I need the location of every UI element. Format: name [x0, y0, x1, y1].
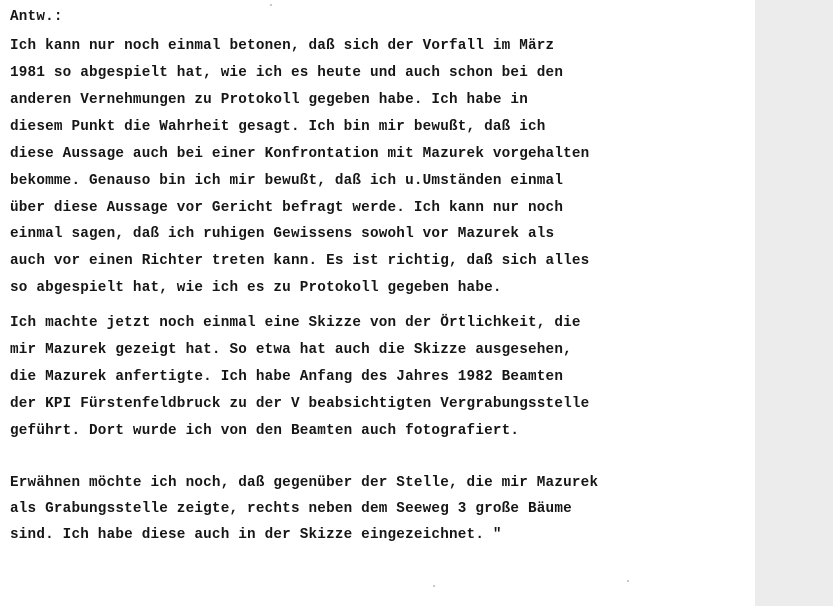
text-line-6: bekomme. Genauso bin ich mir bewußt, daß ich u.Umständen einmal: [10, 173, 564, 189]
text-line-12: mir Mazurek gezeigt hat. So etwa hat auch die Skizze ausgesehen,: [10, 342, 572, 358]
text-line-9: auch vor einen Richter treten kann. Es ist richtig, daß sich alles: [10, 253, 590, 269]
text-line-16: Erwähnen möchte ich noch, daß gegenüber der Stelle, die mir Mazurek: [10, 475, 599, 491]
paper-speck: [627, 580, 629, 582]
text-line-5: diese Aussage auch bei einer Konfrontation mit Mazurek vorgehalten: [10, 146, 590, 162]
text-line-17: als Grabungsstelle zeigte, rechts neben dem Seeweg 3 große Bäume: [10, 501, 572, 517]
paper-speck: [270, 4, 272, 6]
text-line-18: sind. Ich habe diese auch in der Skizze eingezeichnet. ": [10, 527, 502, 543]
paper-speck: [433, 585, 435, 587]
text-line-15: geführt. Dort wurde ich von den Beamten auch fotografiert.: [10, 423, 520, 439]
answer-label: Antw.:: [10, 9, 63, 25]
text-line-13: die Mazurek anfertigte. Ich habe Anfang des Jahres 1982 Beamten: [10, 369, 564, 385]
text-line-10: so abgespielt hat, wie ich es zu Protokoll gegeben habe.: [10, 280, 502, 296]
text-line-11: Ich machte jetzt noch einmal eine Skizze von der Örtlichkeit, die: [10, 315, 581, 331]
text-line-8: einmal sagen, daß ich ruhigen Gewissens sowohl vor Mazurek als: [10, 226, 555, 242]
text-line-3: anderen Vernehmungen zu Protokoll gegeben habe. Ich habe in: [10, 92, 528, 108]
text-line-14: der KPI Fürstenfeldbruck zu der V beabsichtigten Vergrabungsstelle: [10, 396, 590, 412]
text-line-2: 1981 so abgespielt hat, wie ich es heute und auch schon bei den: [10, 65, 564, 81]
scan-margin: [755, 0, 833, 606]
text-line-7: über diese Aussage vor Gericht befragt werde. Ich kann nur noch: [10, 200, 564, 216]
text-line-1: Ich kann nur noch einmal betonen, daß sich der Vorfall im März: [10, 38, 555, 54]
text-line-4: diesem Punkt die Wahrheit gesagt. Ich bin mir bewußt, daß ich: [10, 119, 546, 135]
